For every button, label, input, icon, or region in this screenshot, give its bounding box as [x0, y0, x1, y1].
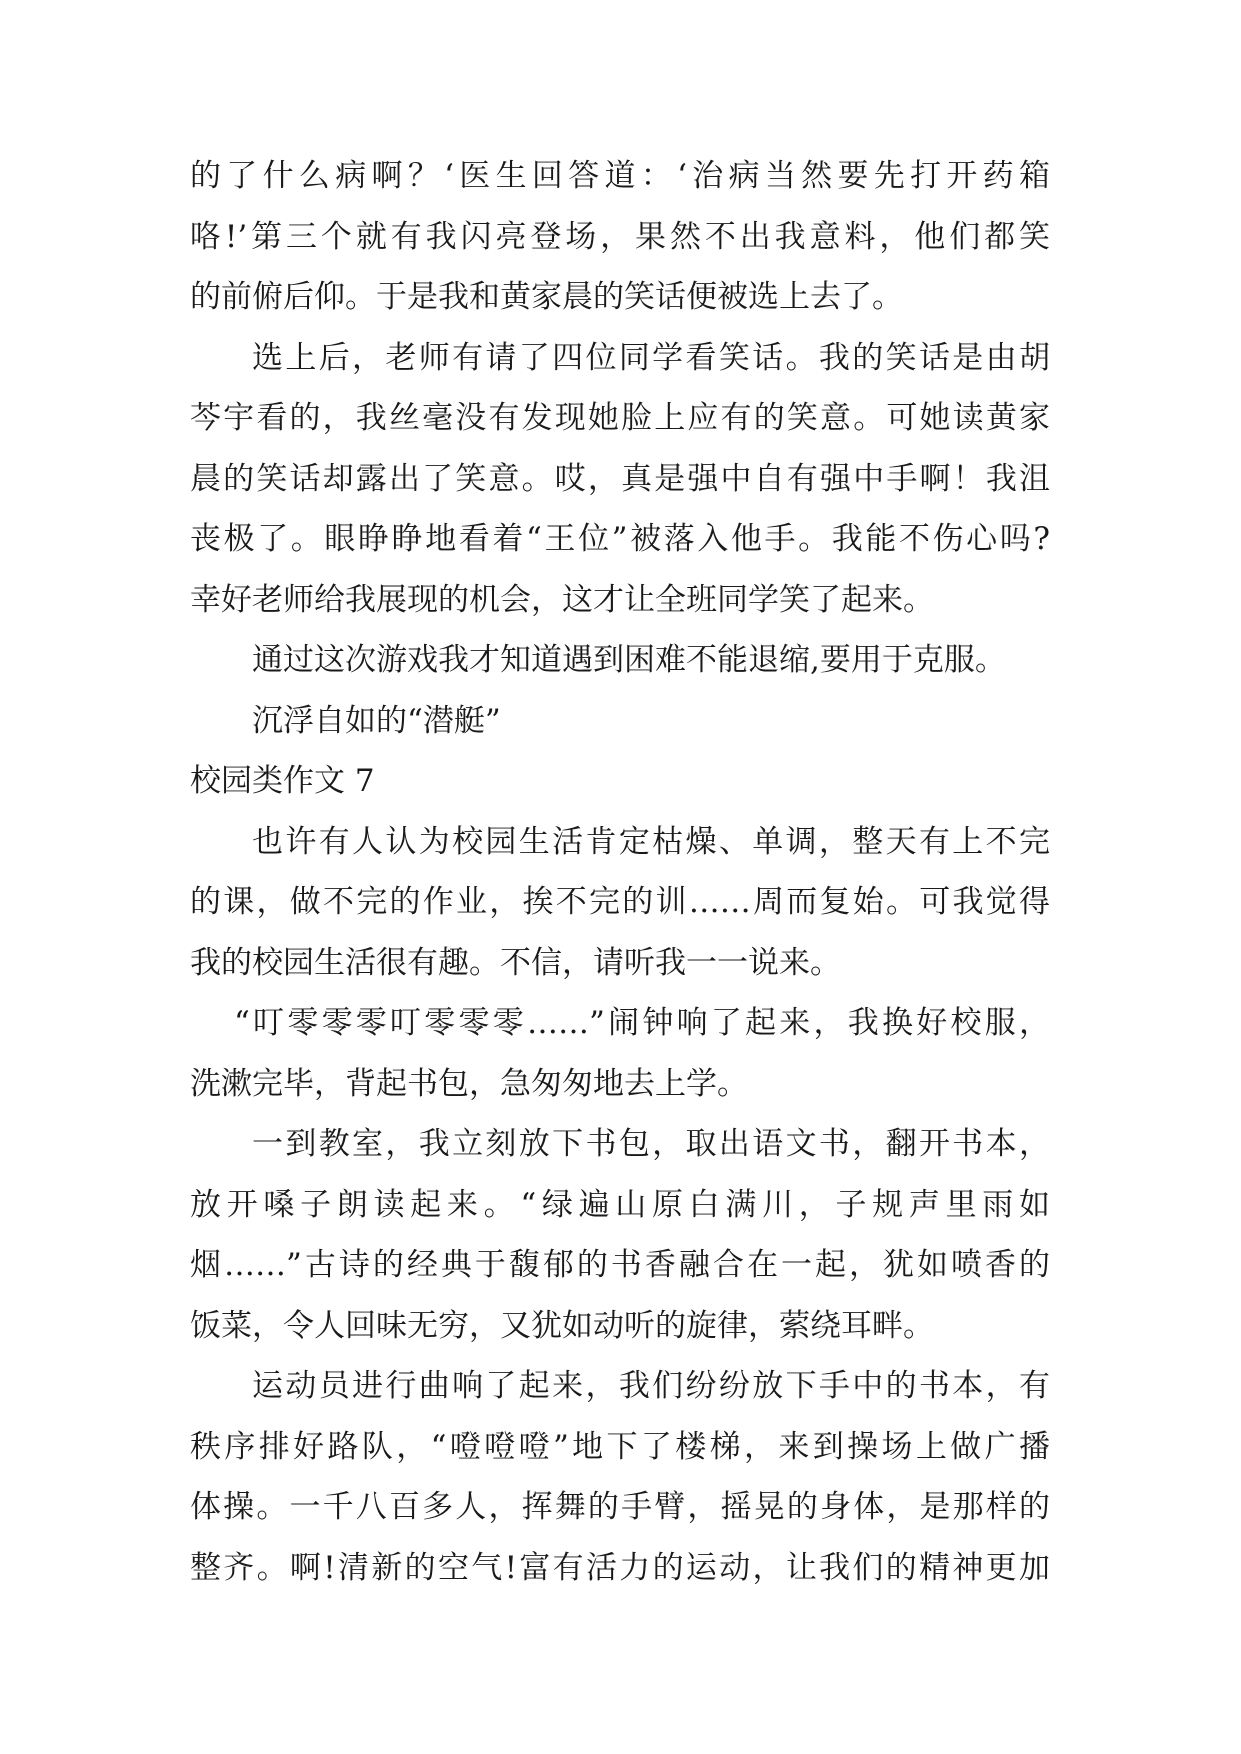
- text-line: 的了什么病啊？‘医生回答道：‘治病当然要先打开药箱: [190, 158, 1050, 194]
- paragraph-first-line: 沉浮自如的“潜艇”: [252, 702, 501, 739]
- paragraph-first-line: 也许有人认为校园生活肯定枯燥、单调，整天有上不完: [252, 823, 1050, 860]
- text-line: 芩宇看的，我丝毫没有发现她脸上应有的笑意。可她读黄家: [190, 400, 1050, 436]
- paragraph-first-line: 通过这次游戏我才知道遇到困难不能退缩,要用于克服。: [252, 642, 1006, 678]
- text-line: 咯!’第三个就有我闪亮登场，果然不出我意料，他们都笑: [190, 218, 1050, 255]
- text-line: 放开嗓子朗读起来。“绿遍山原白满川，子规声里雨如: [190, 1186, 1050, 1223]
- text-line: 丧极了。眼睁睁地看着“王位”被落入他手。我能不伤心吗?: [190, 521, 1050, 557]
- text-line: 烟……”古诗的经典于馥郁的书香融合在一起，犹如喷香的: [190, 1247, 1050, 1283]
- text-line: 的前俯后仰。于是我和黄家晨的笑话便被选上去了。: [190, 279, 903, 315]
- text-line: 洗漱完毕，背起书包，急匆匆地去上学。: [190, 1065, 748, 1102]
- paragraph-first-line: 一到教室，我立刻放下书包，取出语文书，翻开书本，: [252, 1126, 1050, 1162]
- section-heading: 校园类作文 7: [190, 763, 375, 799]
- paragraph-first-line: 运动员进行曲响了起来，我们纷纷放下手中的书本，有: [252, 1368, 1050, 1404]
- text-line: 我的校园生活很有趣。不信，请听我一一说来。: [190, 944, 841, 981]
- text-line: 幸好老师给我展现的机会，这才让全班同学笑了起来。: [190, 581, 934, 618]
- text-line: 秩序排好路队，“噔噔噔”地下了楼梯，来到操场上做广播: [190, 1428, 1050, 1465]
- text-line: 体操。一千八百多人，挥舞的手臂，摇晃的身体，是那样的: [190, 1489, 1050, 1525]
- text-line: 晨的笑话却露出了笑意。哎，真是强中自有强中手啊！我沮: [190, 460, 1050, 497]
- text-line: 整齐。啊!清新的空气!富有活力的运动，让我们的精神更加: [190, 1549, 1050, 1586]
- text-line: 饭菜，令人回味无穷，又犹如动听的旋律，萦绕耳畔。: [190, 1307, 934, 1344]
- paragraph-first-line: “叮零零零叮零零零……”闹钟响了起来，我换好校服，: [234, 1005, 1050, 1041]
- paragraph-first-line: 选上后，老师有请了四位同学看笑话。我的笑话是由胡: [252, 339, 1050, 376]
- document-body: [190, 146, 1050, 1598]
- text-line: 的课，做不完的作业，挨不完的训……周而复始。可我觉得: [190, 884, 1050, 920]
